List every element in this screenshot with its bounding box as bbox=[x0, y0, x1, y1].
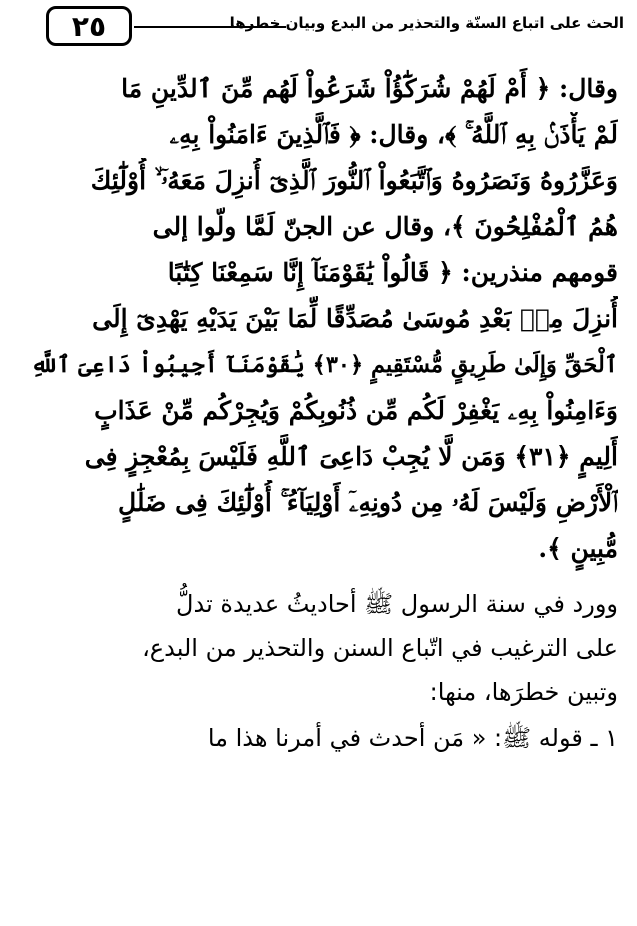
header-rule bbox=[134, 26, 286, 28]
paragraph-quran-verses bbox=[22, 66, 618, 572]
text-line: وَعَزَّرُوهُ وَنَصَرُوهُ وَٱتَّبَعُواْ ٱلنُّورَ ٱلَّذِىٓ أُنزِلَ مَعَهُۥٓ ۙ أُوْلَٰٓئِكَ bbox=[90, 166, 618, 195]
page-number: ٢٥ bbox=[46, 6, 132, 46]
text-line: أُنزِلَ مِنۢ بَعْدِ مُوسَىٰ مُصَدِّقًا لِّمَا بَيْنَ يَدَيْهِ يَهْدِىٓ إِلَى bbox=[92, 304, 618, 333]
text-line: وتبين خطرَها، منها: bbox=[429, 678, 618, 706]
page-body bbox=[22, 66, 618, 762]
text-line: أَلِيمٍ ﴿٣١﴾ وَمَن لَّا يُجِبْ دَاعِىَ ٱللَّهِ فَلَيْسَ بِمُعْجِزٍ فِى bbox=[84, 442, 618, 471]
text-line: مُّبِينٍ ﴾. bbox=[538, 534, 618, 563]
text-line: ١ ـ قوله ﷺ: « مَن أحدث في أمرنا هذا ما bbox=[207, 724, 618, 752]
text-line: وورد في سنة الرسول ﷺ أحاديثُ عديدة تدلُّ bbox=[176, 590, 618, 618]
text-line: على الترغيب في اتّباع السنن والتحذير من البدع، bbox=[142, 634, 618, 662]
page-header bbox=[12, 4, 624, 52]
text-line: هُمُ ٱلْمُفْلِحُونَ ﴾، وقال عن الجنّ لَمَّا ولّوا إلى bbox=[152, 212, 618, 241]
paragraph-hadith-one bbox=[22, 714, 618, 762]
text-line: ٱلْأَرْضِ وَلَيْسَ لَهُۥ مِن دُونِهِۦٓ أَوْلِيَآءُ ۚ أُوْلَٰٓئِكَ فِى ضَلَٰلٍ bbox=[117, 488, 618, 517]
text-line: وقال: ﴿ أَمْ لَهُمْ شُرَكَٰٓؤُاْ شَرَعُواْ لَهُم مِّنَ ٱلدِّينِ مَا bbox=[121, 74, 618, 103]
text-line: قومهم منذرين: ﴿ قَالُواْ يَٰقَوْمَنَآ إِنَّا سَمِعْنَا كِتَٰبًا bbox=[167, 258, 618, 287]
paragraph-hadith-intro bbox=[22, 582, 618, 714]
running-title: الحث على اتباع السنّة والتحذير من البدع وبيان خطرها bbox=[229, 14, 624, 32]
text-line: لَمْ يَأْذَنۢ بِهِ ٱللَّهُ ۚ ﴾، وقال: ﴿ فَٱلَّذِينَ ءَامَنُواْ بِهِۦ bbox=[169, 120, 618, 149]
text-line: ٱلْحَقِّ وَإِلَىٰ طَرِيقٍ مُّسْتَقِيمٍ ﴿٣٠﴾ يَٰقَوْمَنَآ أَجِيبُواْ دَاعِىَ ٱللَّهِ bbox=[30, 352, 618, 378]
text-line: وَءَامِنُواْ بِهِۦ يَغْفِرْ لَكُم مِّن ذُنُوبِكُمْ وَيُجِرْكُم مِّنْ عَذَابٍ bbox=[94, 396, 618, 425]
